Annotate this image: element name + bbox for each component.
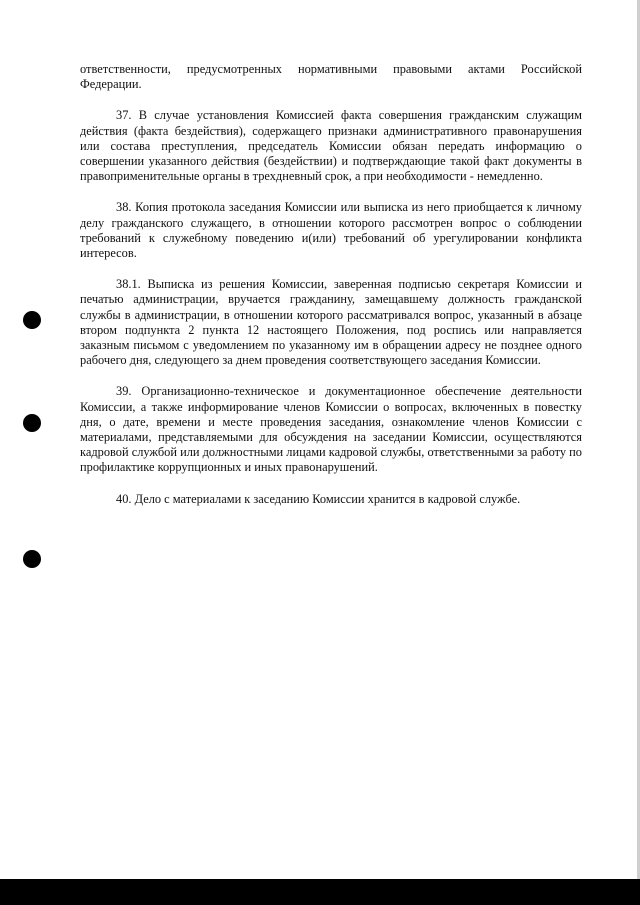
punch-hole-top [23,311,41,329]
paragraph-continuation: ответственности, предусмотренных нормативными правовыми актами Российской Федерации. [80,62,582,92]
scan-bottom-border [0,879,640,905]
punch-hole-bottom [23,550,41,568]
paragraph-38-1: 38.1. Выписка из решения Комиссии, заверенная подписью секретаря Комиссии и печатью администрации, вручается гражданину, замещавшему должность гражданской службы в администрации, в отношении которого рассматривался вопрос, указанный в абзаце втором подпункта 2 пункта 12 настоящего Положения, под роспись или направляется заказным письмом с уведомлением по указанному им в обращении адресу не позднее одного рабочего дня, следующего за днем проведения соответствующего заседания Комиссии. [80,277,582,368]
punch-hole-middle [23,414,41,432]
paragraph-39: 39. Организационно-техническое и документационное обеспечение деятельности Комиссии, а также информирование членов Комиссии о вопросах, включенных в повестку дня, о дате, времени и месте проведения заседания, ознакомление членов Комиссии с материалами, представляемыми для обсуждения на заседании Комиссии, осуществляются кадровой службой или должностными лицами кадровой службы, ответственными за работу по профилактике коррупционных и иных правонарушений. [80,384,582,475]
paragraph-37: 37. В случае установления Комиссией факта совершения гражданским служащим действия (факта бездействия), содержащего признаки административного правонарушения или состава преступления, председатель Комиссии обязан передать информацию о совершении указанного действия (бездействии) и подтверждающие такой факт документы в правоприменительные органы в трехдневный срок, а при необходимости - немедленно. [80,108,582,184]
paragraph-38: 38. Копия протокола заседания Комиссии или выписка из него приобщается к личному делу гражданского служащего, в отношении которого рассмотрен вопрос о соблюдении требований к служебному поведению и(или) требований об урегулировании конфликта интересов. [80,200,582,261]
document-body [80,62,582,523]
paragraph-40: 40. Дело с материалами к заседанию Комиссии хранится в кадровой службе. [116,491,521,506]
